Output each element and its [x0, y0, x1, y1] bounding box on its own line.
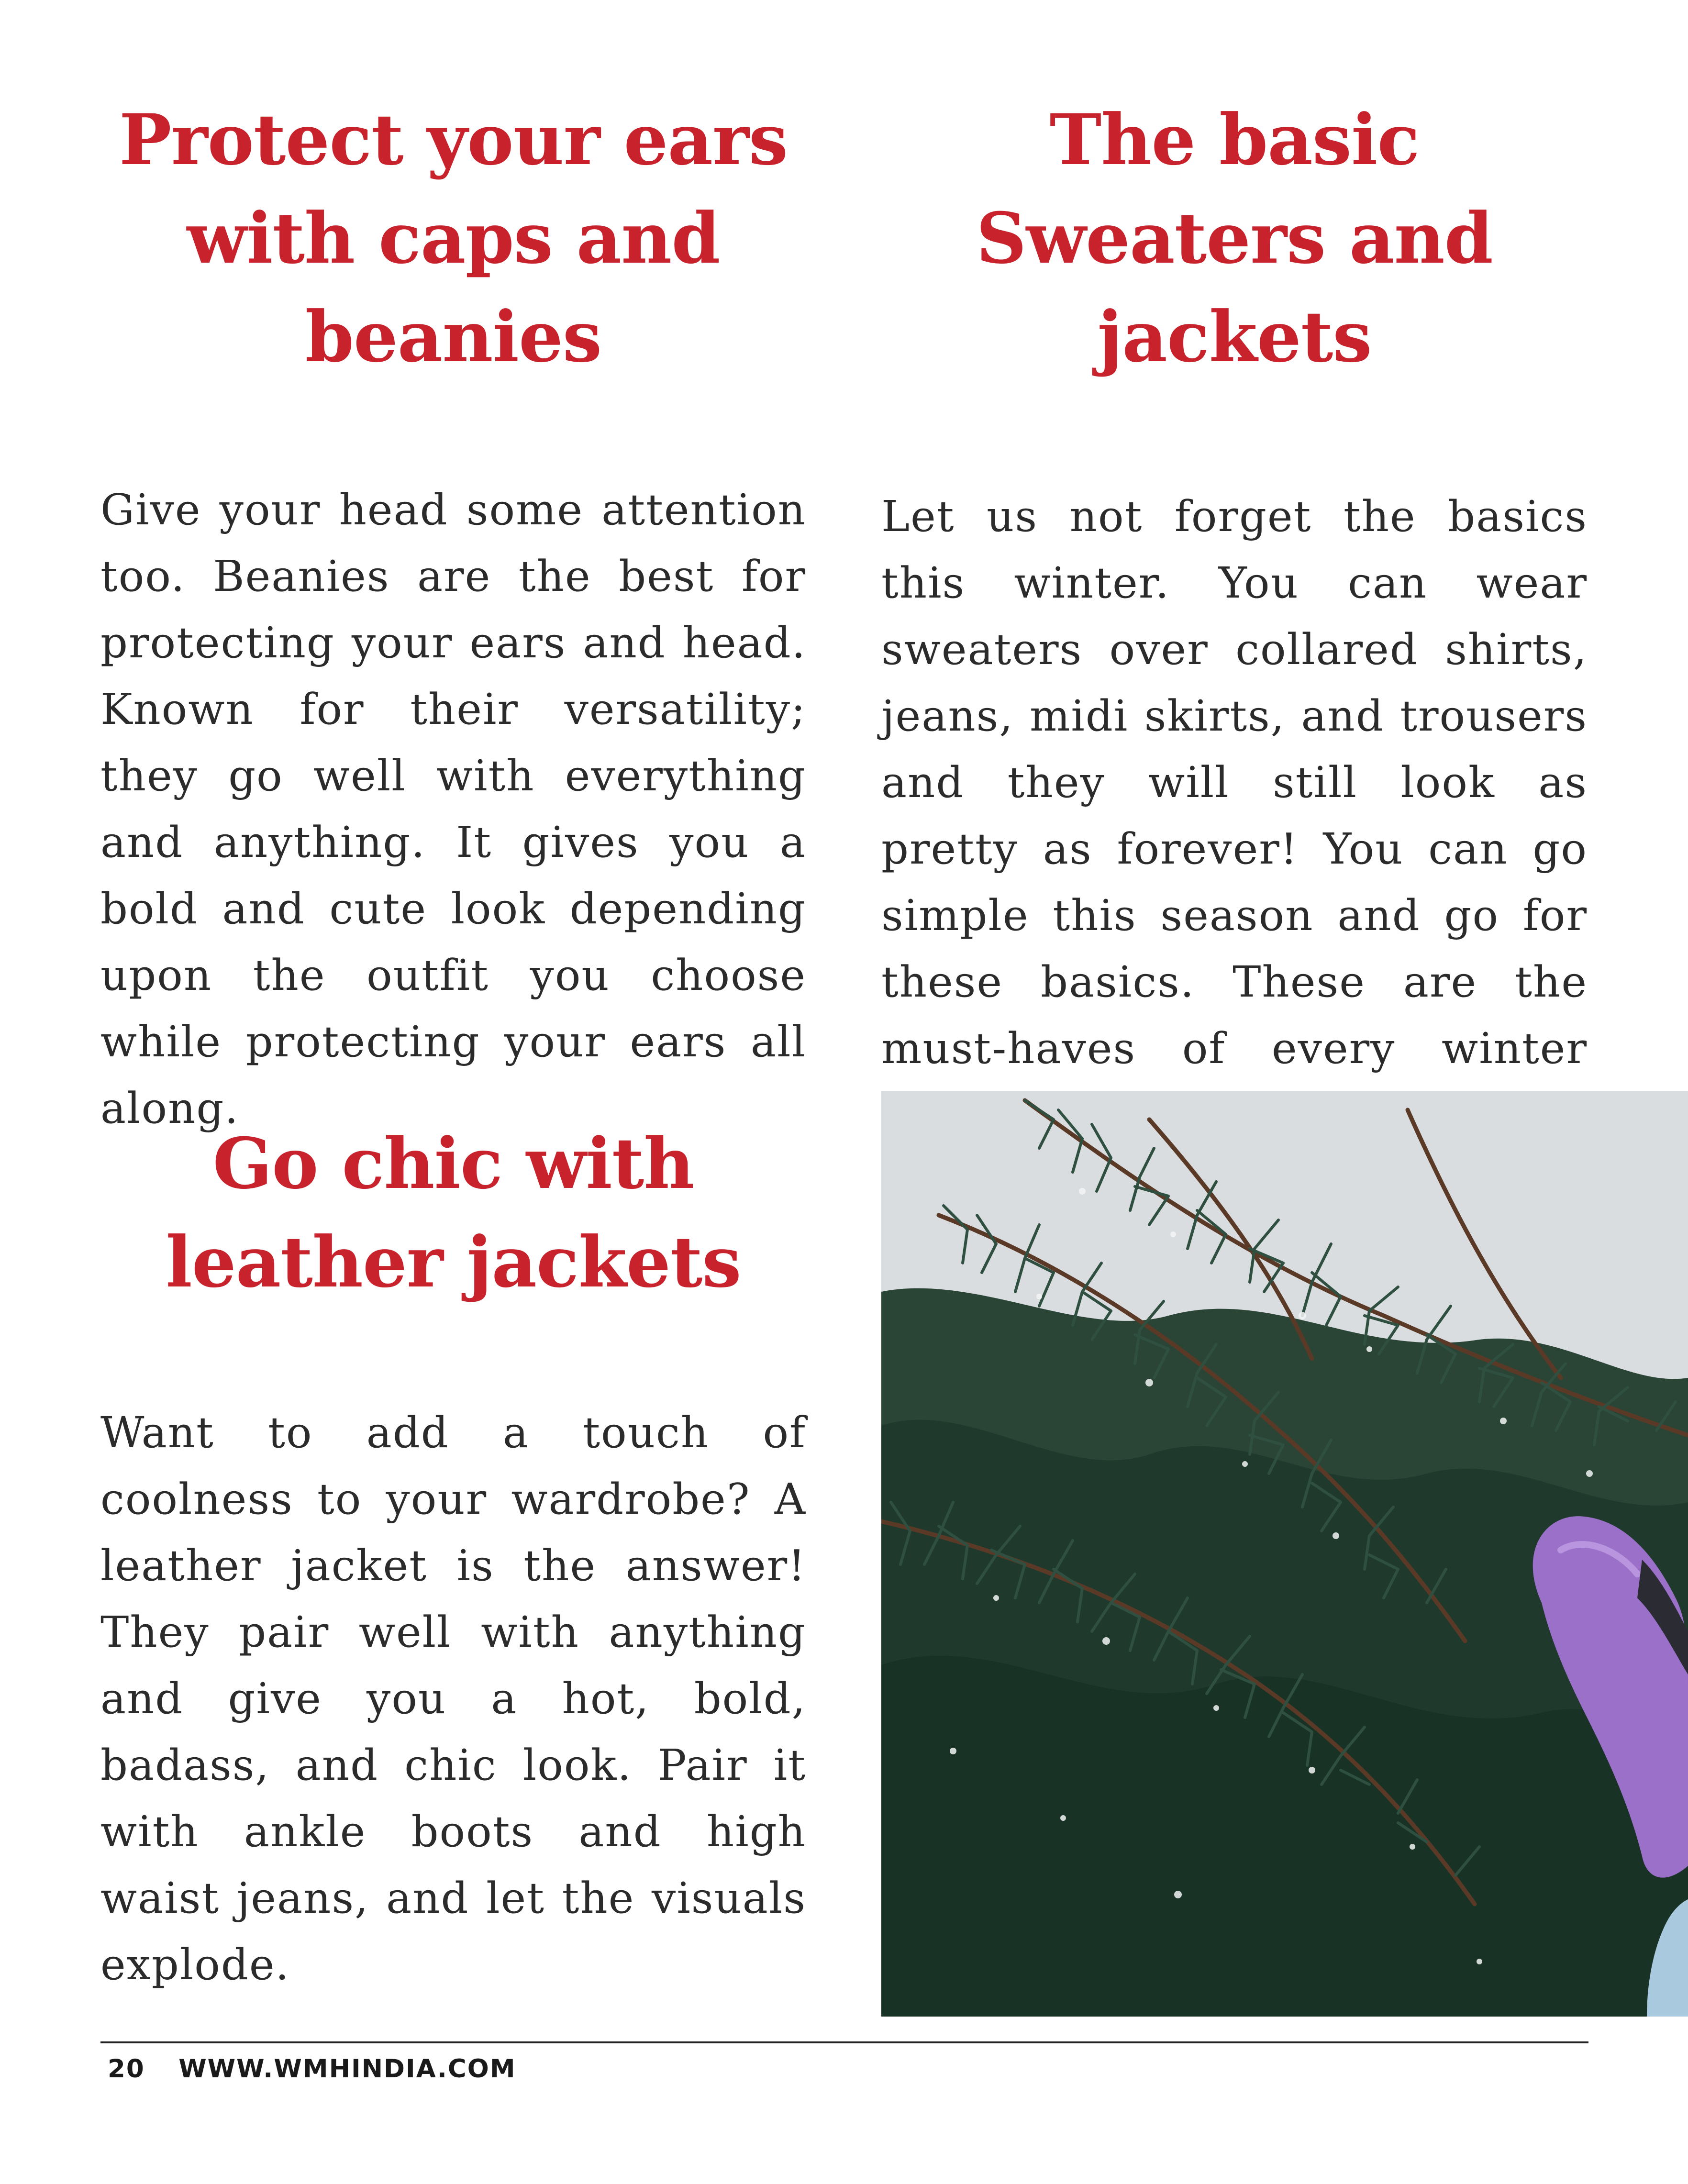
pine-branches-image: [881, 1091, 1688, 2017]
section-leather: [100, 1115, 806, 1998]
footer-divider: [100, 2041, 1588, 2043]
body-sweaters: Let us not forget the basics this winter. You can wear sweaters over collared shirts, jeans, midi skirts, and trousers and they will still look as pretty as forever! You can go simple this season and go for these basics. These are the must-haves of every winter: [881, 491, 1588, 1073]
heading-leather: Go chic with leather jackets: [166, 1123, 741, 1303]
heading-sweaters: The basic Sweaters and jackets: [976, 99, 1493, 378]
heading-ears: Protect your ears with caps and beanies: [119, 99, 788, 378]
winter-photo: [881, 1091, 1688, 2017]
body-leather: Want to add a touch of coolness to your wardrobe? A leather jacket is the answer! They pair well with anything and give you a hot, bold, badass, and chic look. Pair it with ankle boots and high waist jeans, and let the visuals explode.: [100, 1408, 806, 1989]
section-ears: [100, 91, 806, 1142]
section-sweaters: [881, 91, 1588, 1215]
page-footer: [108, 2052, 516, 2086]
website-url: WWW.WMHINDIA.COM: [178, 2054, 516, 2084]
page-number: 20: [108, 2054, 145, 2084]
body-ears: Give your head some attention too. Beanies are the best for protecting your ears and head. Known for their versatility; they go well with everything and anything. It gives you a bold and cute look depending upon the outfit you choose while protecting your ears all along.: [100, 485, 806, 1133]
